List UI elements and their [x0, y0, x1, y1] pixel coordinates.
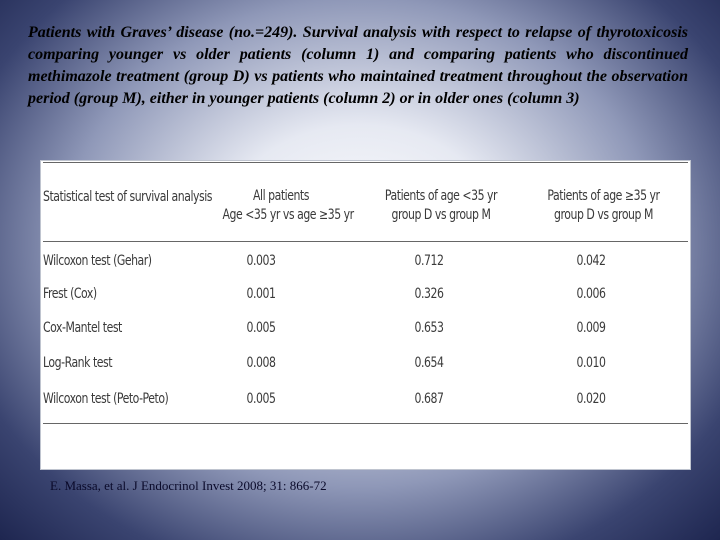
- table-cell-all: 0.005: [246, 391, 276, 407]
- header-all-patients-2: Age <35 yr vs age ≥35 yr: [222, 207, 354, 223]
- table-cell-old: 0.009: [576, 320, 606, 336]
- header-young-2: group D vs group M: [391, 207, 491, 223]
- header-all-patients-1: All patients: [253, 188, 309, 204]
- table-cell-old: 0.010: [576, 355, 606, 371]
- citation: E. Massa, et al. J Endocrinol Invest 2008; 31: 866-72: [50, 478, 327, 493]
- table-cell-old: 0.020: [576, 391, 606, 407]
- table-row-label: Frest (Cox): [43, 286, 97, 302]
- table-cell-all: 0.003: [246, 253, 276, 269]
- table-bottom-rule: [43, 423, 688, 424]
- table-row-label: Wilcoxon test (Peto-Peto): [43, 391, 169, 407]
- table-top-rule: [43, 162, 688, 163]
- table-cell-all: 0.008: [246, 355, 276, 371]
- table-row-label: Wilcoxon test (Gehar): [43, 253, 152, 269]
- table-cell-young: 0.712: [414, 253, 444, 269]
- table-cell-young: 0.653: [414, 320, 444, 336]
- header-test: Statistical test of survival analysis: [43, 189, 213, 205]
- table-cell-old: 0.006: [576, 286, 606, 302]
- table-cell-young: 0.326: [414, 286, 444, 302]
- header-old-2: group D vs group M: [554, 207, 653, 223]
- header-rule: [43, 241, 688, 242]
- table-row-label: Log-Rank test: [43, 355, 113, 371]
- table-cell-all: 0.005: [246, 320, 276, 336]
- results-table: [40, 160, 691, 470]
- table-cell-young: 0.687: [414, 391, 444, 407]
- slide-headline: Patients with Graves’ disease (no.=249). Survival analysis with respect to relapse of thyrotoxicosis comparing younger vs older patients (column 1) and comparing patients who discontinued methimazole treatment (group D) vs patients who maintained treatment throughout the observation period (group M), either in younger patients (column 2) or in older ones (column 3): [28, 24, 688, 107]
- table-cell-old: 0.042: [576, 253, 606, 269]
- header-young-1: Patients of age <35 yr: [384, 188, 498, 204]
- header-old-1: Patients of age ≥35 yr: [547, 188, 660, 204]
- table-cell-young: 0.654: [414, 355, 444, 371]
- table-cell-all: 0.001: [246, 286, 276, 302]
- table-row-label: Cox-Mantel test: [43, 320, 122, 336]
